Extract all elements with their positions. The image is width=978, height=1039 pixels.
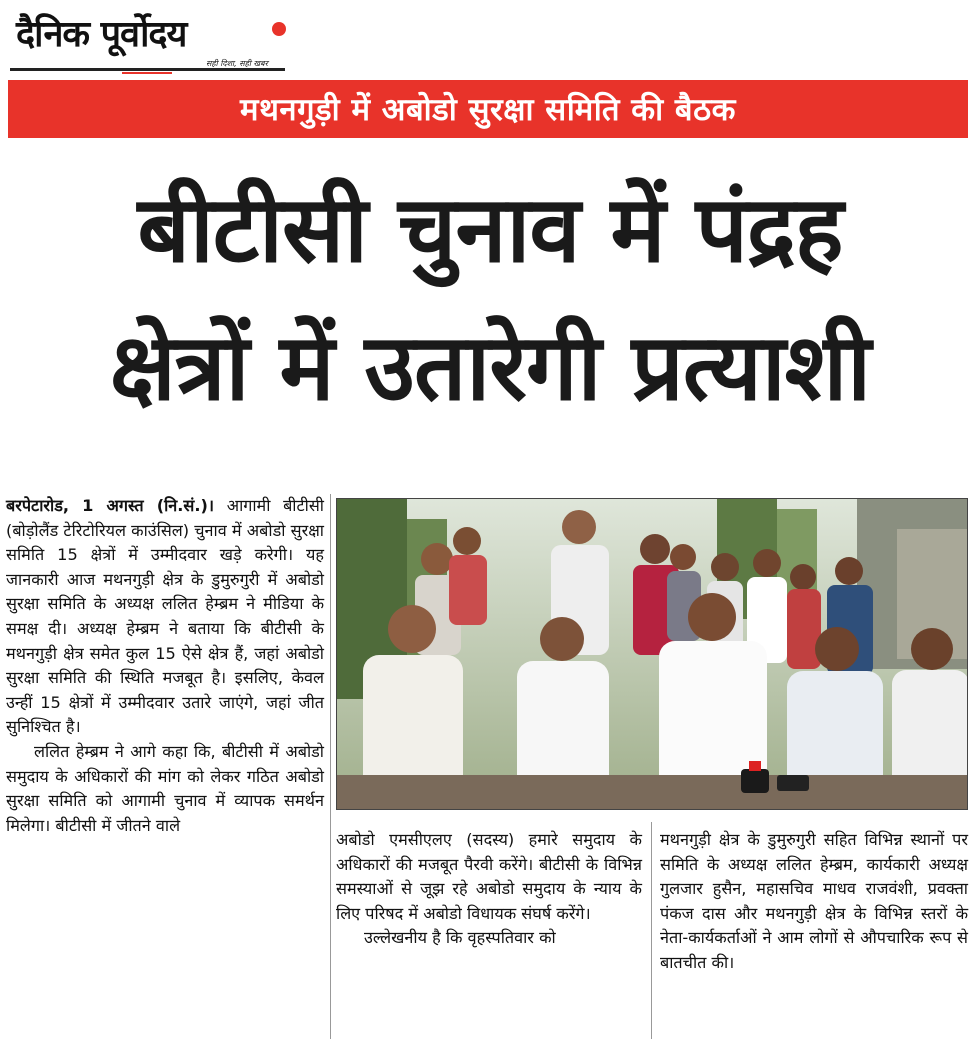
article-paragraph-5: मथनगुड़ी क्षेत्र के डुमुरुगुरी सहित विभिन्न स्थानों पर समिति के अध्यक्ष ललित हेम्ब्रम, कार्यकारी अध्यक्ष गुलजार हुसैन, महासचिव माधव राजवंशी, प्रवक्ता पंकज दास और मथनगुड़ी क्षेत्र के विभिन्न स्तरों के नेता-कार्यकर्ताओं ने आम लोगों से औपचारिक रूप से बातचीत की। [660,830,968,972]
article-column-1 [6,494,324,838]
dateline: बरपेटारोड, 1 अगस्त (नि.सं.)। [6,496,215,515]
kicker-banner [8,80,968,138]
article-paragraph-1: आगामी बीटीसी (बोड़ोलैंड टेरिटोरियल काउंसिल) चुनाव में अबोडो सुरक्षा समिति 15 क्षेत्रों में उम्मीदवार खड़े करेगी। यह जानकारी आज मथनगुड़ी क्षेत्र के डुमुरुगुरी में अबोडो सुरक्षा समिति के अध्यक्ष ललित हेम्ब्रम ने मीडिया के समक्ष दी। अध्यक्ष हेम्ब्रम ने बताया कि बीटीसी के मथनगुड़ी क्षेत्र समेत कुल 15 ऐसे क्षेत्र हैं, जहां अबोडो सुरक्षा समिति की स्थिति मजबूत है। इसलिए, केवल उन्हीं 15 क्षेत्रों में उम्मीदवार उतारे जाएंगे, जहां जीत सुनिश्चित है। [6,496,324,737]
masthead [10,8,285,72]
masthead-rule [10,68,285,71]
article-paragraph-3: अबोडो एमसीएलए (सदस्य) हमारे समुदाय के अधिकारों की मजबूत पैरवी करेंगे। बीटीसी के विभिन्न समस्याओं से जूझ रहे अबोडो समुदाय के न्याय के लिए परिषद में अबोडो विधायक संघर्ष करेंगे। [336,830,642,923]
news-photo [336,498,968,810]
masthead-title: दैनिक पूर्वोदय [16,13,187,55]
headline [40,160,940,436]
article-paragraph-4: उल्लेखनीय है कि वृहस्पतिवार को [364,928,556,948]
article-column-2 [336,828,642,951]
headline-line-1: बीटीसी चुनाव में पंद्रह [137,175,843,283]
masthead-rule-accent [122,72,172,74]
headline-line-2: क्षेत्रों में उतारेगी प्रत्याशी [109,313,871,421]
news-photo-illustration [337,499,968,810]
kicker-text: मथनगुड़ी में अबोडो सुरक्षा समिति की बैठक [240,92,736,128]
masthead-tagline: सही दिशा, सही खबर [206,59,268,68]
column-rule-1 [330,494,331,1039]
article-column-3 [660,828,968,976]
article-paragraph-2: ललित हेम्ब्रम ने आगे कहा कि, बीटीसी में अबोडो समुदाय के अधिकारों की मांग को लेकर गठित अबोडो सुरक्षा समिति को आगामी चुनाव में व्यापक समर्थन मिलेगा। बीटीसी में जीतने वाले [6,741,324,835]
masthead-logo-dot-icon [272,22,286,36]
column-rule-2 [651,822,652,1039]
